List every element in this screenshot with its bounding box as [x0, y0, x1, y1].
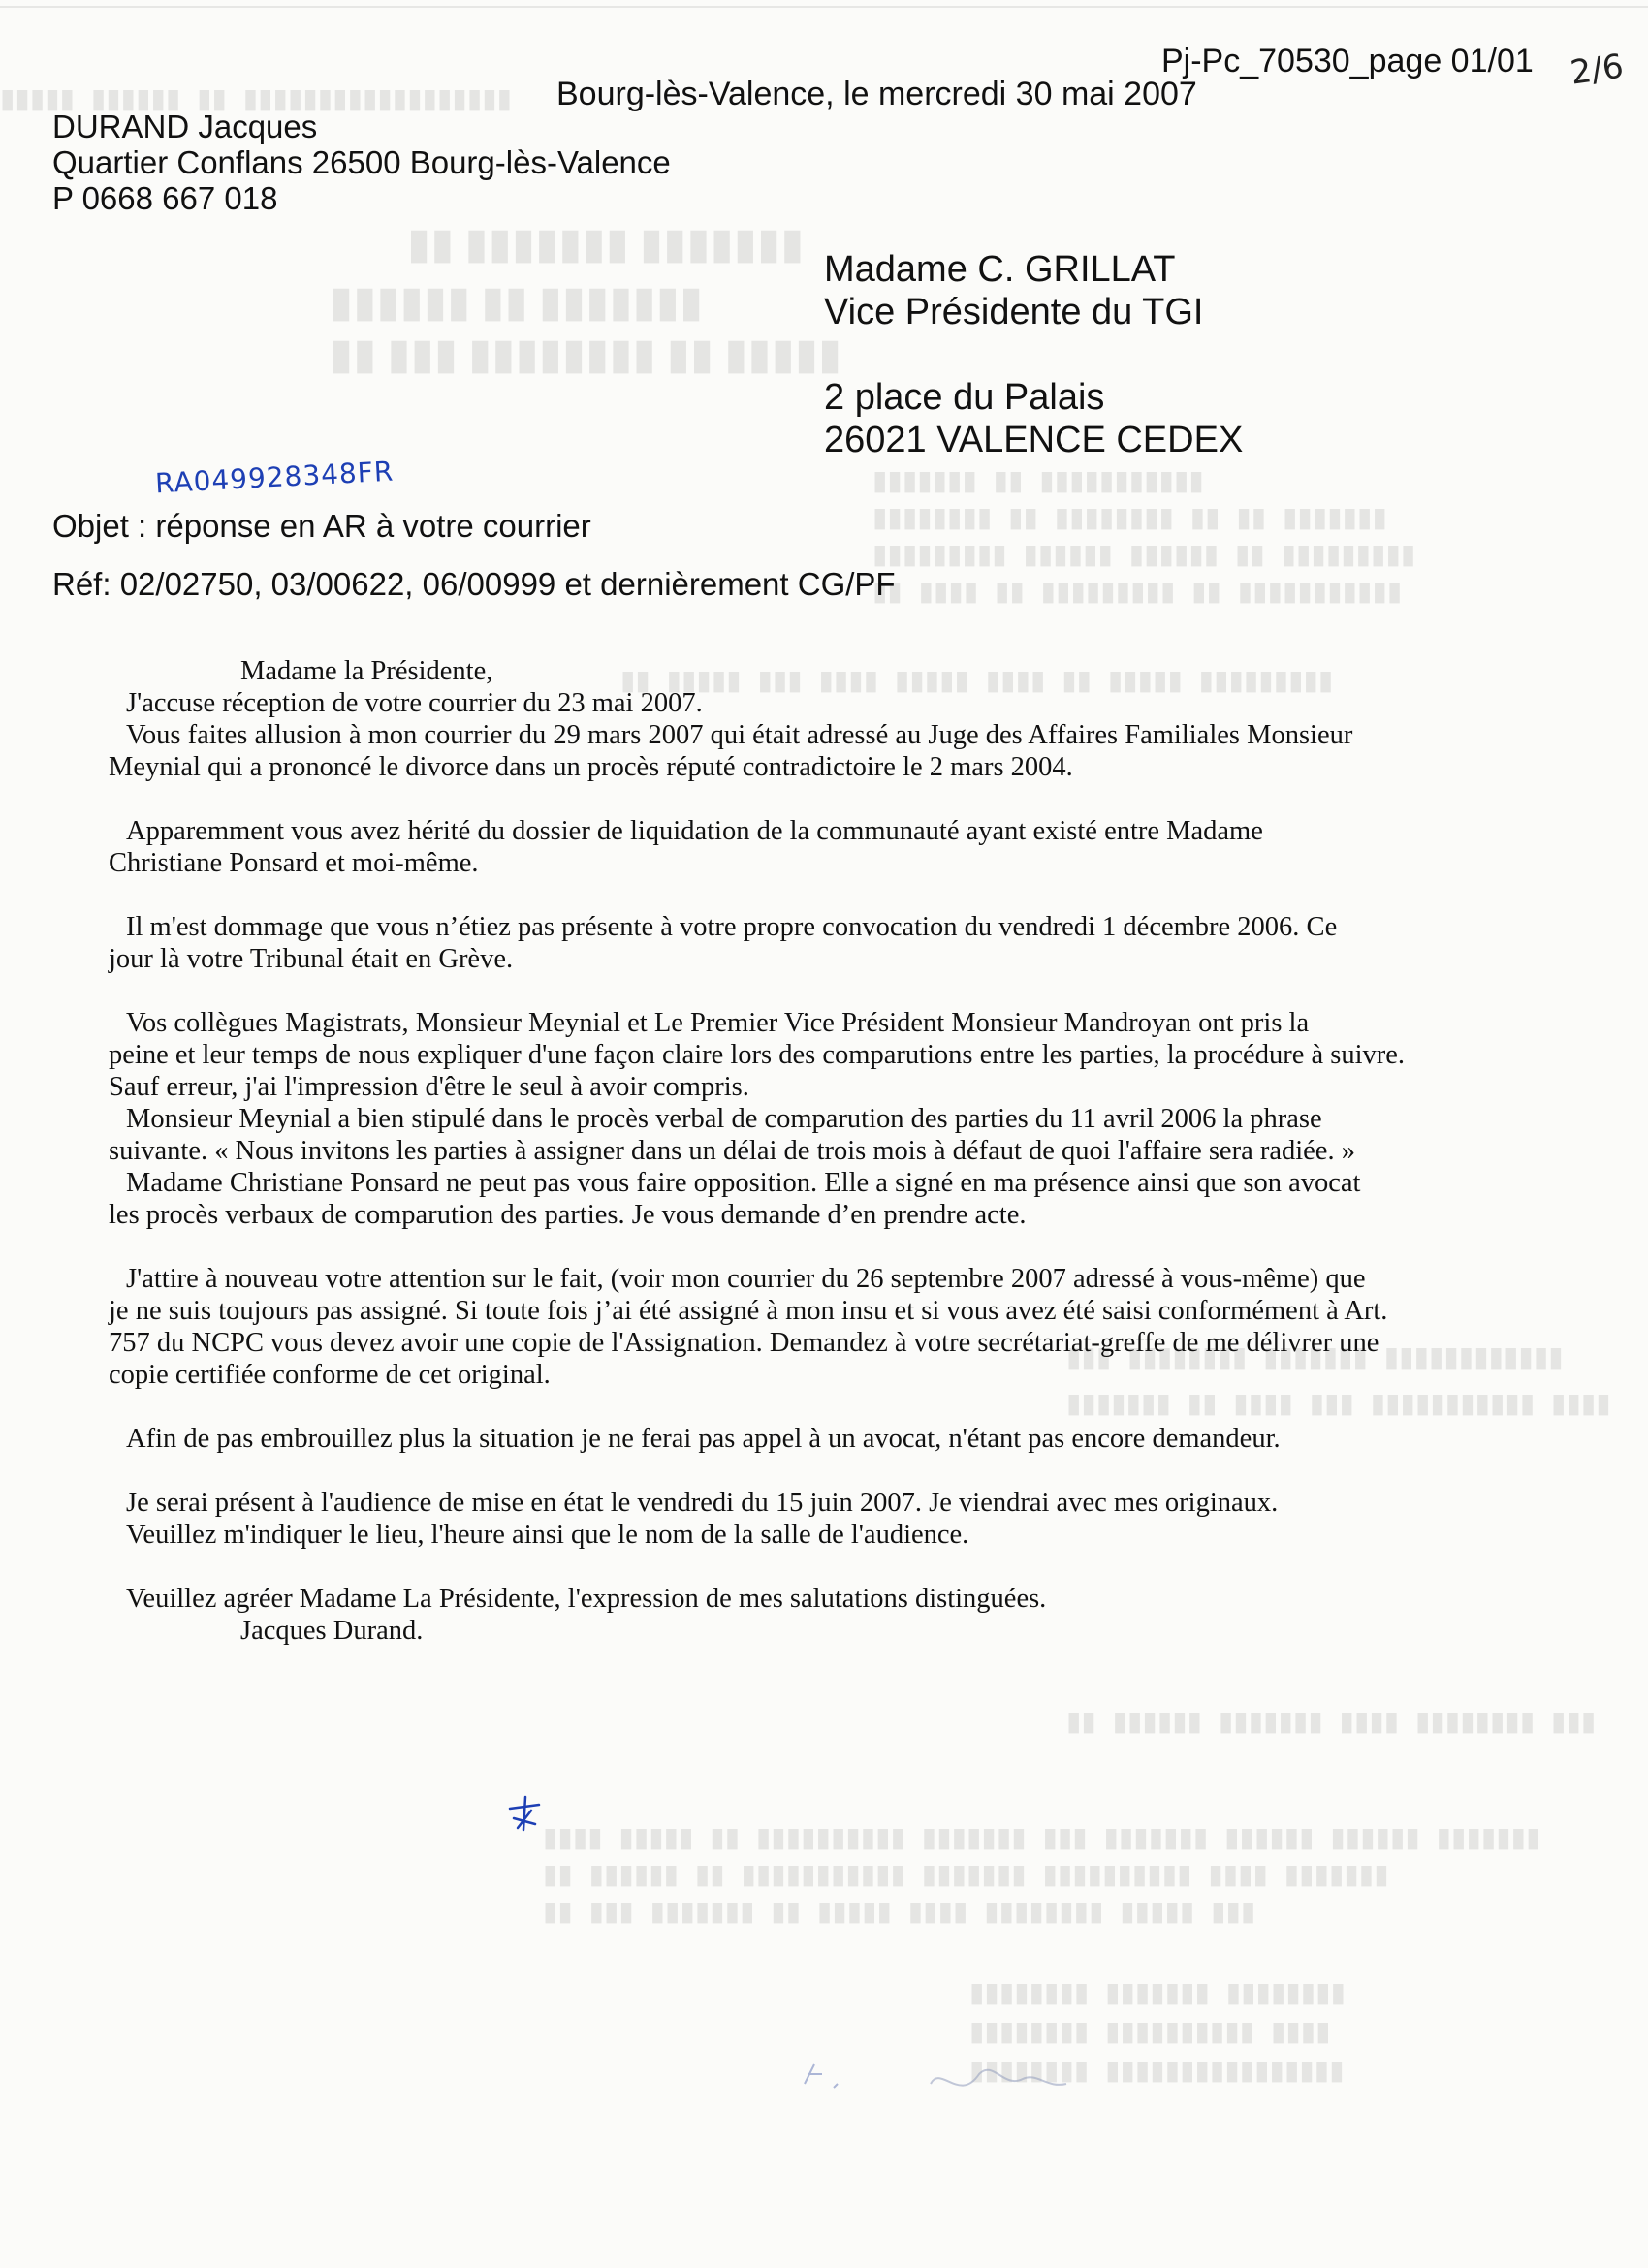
handwritten-tracking-number: RA049928348FR	[154, 455, 396, 500]
bleed-through: ▮▮▮▮▮▮▮▮ ▮▮▮▮▮▮▮ ▮▮▮▮▮▮▮▮	[969, 1980, 1346, 2010]
paragraph-5-line: peine et leur temps de nous expliquer d'une façon claire lors des comparutions entre les parties, la procédure à suivre.	[109, 1040, 1406, 1070]
recipient-name: Madame C. GRILLAT	[824, 249, 1176, 290]
bleed-through: ▮▮▮▮▮▮▮▮ ▮▮ ▮▮▮▮▮▮▮▮ ▮▮ ▮▮ ▮▮▮▮▮▮▮	[872, 505, 1387, 535]
bleed-through: ▮▮▮▮▮▮▮▮ ▮▮▮▮▮▮▮▮▮▮ ▮▮▮▮	[969, 2019, 1331, 2049]
scan-edge-line	[0, 6, 1648, 8]
handwritten-initials-mark	[506, 1795, 545, 1843]
paragraph-4-line: jour là votre Tribunal était en Grève.	[109, 944, 514, 974]
paragraph-5-line: Sauf erreur, j'ai l'impression d'être le seul à avoir compris.	[109, 1072, 749, 1102]
spacer	[109, 1391, 1582, 1423]
paragraph-5-line: Vos collègues Magistrats, Monsieur Meynial et Le Premier Vice Président Monsieur Mandroyan ont pris la	[126, 1008, 1310, 1038]
signature-name: Jacques Durand.	[240, 1616, 424, 1646]
bleed-through: ▮▮▮▮▮▮ ▮▮ ▮▮▮▮▮▮▮	[330, 278, 704, 326]
initials-mark-icon	[506, 1795, 545, 1834]
paragraph-10-line: Je serai présent à l'audience de mise en état le vendredi du 15 juin 2007. Je viendrai avec mes originaux.	[126, 1488, 1279, 1518]
bleed-through: ▮▮ ▮▮▮ ▮▮▮▮▮▮▮▮ ▮▮ ▮▮▮▮▮	[330, 331, 842, 378]
date-line: Bourg-lès-Valence, le mercredi 30 mai 2007	[556, 76, 1197, 112]
recipient-title: Vice Présidente du TGI	[824, 292, 1204, 332]
paragraph-2-line: Vous faites allusion à mon courrier du 29 mars 2007 qui était adressé au Juge des Affaires Familiales Monsieur	[126, 720, 1353, 750]
spacer	[109, 1455, 1582, 1487]
paragraph-3-line: Apparemment vous avez hérité du dossier de liquidation de la communauté ayant existé entre Madame	[126, 816, 1263, 846]
paragraph-6-line: suivante. « Nous invitons les parties à assigner dans un délai de trois mois à défaut de quoi l'affaire sera radiée. »	[109, 1136, 1355, 1166]
closing-formula: Veuillez agréer Madame La Présidente, l'expression de mes salutations distinguées.	[126, 1584, 1047, 1614]
paragraph-7-line: les procès verbaux de comparution des parties. Je vous demande d’en prendre acte.	[109, 1200, 1027, 1230]
bleed-through: ▮▮▮▮▮▮▮ ▮▮ ▮▮▮▮ ▮▮▮ ▮▮▮▮▮▮▮▮▮▮▮ ▮▮▮▮	[1066, 1391, 1611, 1421]
bleed-through: ▮▮▮▮ ▮▮▮▮▮ ▮▮ ▮▮▮▮▮▮▮▮▮▮ ▮▮▮▮▮▮▮ ▮▮▮ ▮▮▮▮▮▮▮ ▮▮▮▮▮▮ ▮▮▮▮▮▮ ▮▮▮▮▮▮▮	[543, 1825, 1541, 1855]
bleed-through: ▮▮▮▮▮▮▮▮ ▮▮▮▮▮▮▮▮▮▮▮▮▮▮▮▮	[969, 2058, 1345, 2088]
recipient-street: 2 place du Palais	[824, 377, 1105, 418]
paragraph-8-line: je ne suis toujours pas assigné. Si toute fois j’ai été assigné à mon insu et si vous avez été saisi conformément à Art.	[109, 1296, 1388, 1326]
object-line: Objet : réponse en AR à votre courrier	[52, 508, 591, 544]
references-line: Réf: 02/02750, 03/00622, 06/00999 et dernièrement CG/PF	[52, 566, 896, 602]
paragraph-7-line: Madame Christiane Ponsard ne peut pas vous faire opposition. Elle a signé en ma présence ainsi que son avocat	[126, 1168, 1361, 1198]
recipient-block	[824, 248, 1243, 461]
pencil-scribble-icon	[795, 2045, 1105, 2123]
paragraph-6-line: Monsieur Meynial a bien stipulé dans le procès verbal de comparution des parties du 11 avril 2006 la phrase	[126, 1104, 1322, 1134]
bleed-through: ▮▮ ▮▮▮▮▮▮ ▮▮▮▮▮▮▮ ▮▮▮▮ ▮▮▮▮▮▮▮▮ ▮▮▮	[1066, 1709, 1597, 1739]
spacer	[109, 879, 1582, 911]
handwritten-page-mark: 2/6	[1568, 47, 1627, 93]
letter-body	[109, 655, 1582, 1647]
paragraph-10-line: Veuillez m'indiquer le lieu, l'heure ainsi que le nom de la salle de l'audience.	[126, 1520, 969, 1550]
recipient-city: 26021 VALENCE CEDEX	[824, 420, 1244, 460]
paragraph-8-line: J'attire à nouveau votre attention sur le fait, (voir mon courrier du 26 septembre 2007 adressé à vous-même) que	[126, 1264, 1366, 1294]
bleed-through: ▮▮ ▮▮▮▮▮▮ ▮▮ ▮▮▮▮▮▮▮▮▮▮▮ ▮▮▮▮▮▮▮ ▮▮▮▮▮▮▮▮▮▮ ▮▮▮▮ ▮▮▮▮▮▮▮	[543, 1862, 1389, 1892]
bleed-through: ▮▮ ▮▮▮ ▮▮▮▮▮▮▮ ▮▮ ▮▮▮▮▮ ▮▮▮▮ ▮▮▮▮▮▮▮▮ ▮▮▮▮▮ ▮▮▮	[543, 1899, 1256, 1929]
sender-block	[52, 109, 671, 216]
bleed-through: ▮▮▮▮▮ ▮▮▮▮▮▮ ▮▮ ▮▮▮▮▮▮▮▮▮▮▮▮▮▮▮▮▮▮	[0, 86, 513, 116]
bleed-through: ▮▮▮▮▮▮▮ ▮▮ ▮▮▮▮▮▮▮▮▮▮▮	[872, 468, 1204, 498]
bleed-through: ▮▮▮▮▮▮▮▮▮ ▮▮▮▮▮▮ ▮▮▮▮▮▮ ▮▮ ▮▮▮▮▮▮▮▮▮	[872, 542, 1416, 572]
spacer	[109, 783, 1582, 815]
paragraph-9: Afin de pas embrouillez plus la situation je ne ferai pas appel à un avocat, n'étant pas encore demandeur.	[126, 1424, 1281, 1454]
salutation: Madame la Présidente,	[240, 656, 493, 686]
paragraph-1: J'accuse réception de votre courrier du 23 mai 2007.	[126, 688, 703, 718]
sender-address: Quartier Conflans 26500 Bourg-lès-Valence	[52, 144, 671, 180]
spacer	[109, 1231, 1582, 1263]
spacer	[109, 975, 1582, 1007]
bleed-through: ▮▮ ▮▮▮▮ ▮▮ ▮▮▮▮▮▮▮▮▮ ▮▮ ▮▮▮▮▮▮▮▮▮▮▮	[872, 579, 1403, 609]
bleed-through: ▮▮ ▮▮▮▮▮ ▮▮▮ ▮▮▮▮ ▮▮▮▮▮ ▮▮▮▮ ▮▮ ▮▮▮▮▮ ▮▮▮▮▮▮▮▮▮	[620, 668, 1334, 698]
document-reference: Pj-Pc_70530_page 01/01	[1161, 43, 1534, 79]
spacer	[109, 1551, 1582, 1583]
bleed-through: ▮▮ ▮▮▮▮▮▮▮ ▮▮▮▮▮▮▮	[407, 220, 805, 268]
paragraph-2-line: Meynial qui a prononcé le divorce dans un procès réputé contradictoire le 2 mars 2004.	[109, 752, 1073, 782]
paragraph-8-line: copie certifiée conforme de cet original.	[109, 1360, 551, 1390]
bleed-through: ▮▮▮ ▮▮▮▮▮▮▮▮ ▮▮▮▮▮▮▮ ▮▮▮▮▮▮▮▮▮▮▮▮	[1066, 1344, 1564, 1374]
paragraph-4-line: Il m'est dommage que vous n’étiez pas présente à votre propre convocation du vendredi 1 décembre 2006. Ce	[126, 912, 1338, 942]
paragraph-8-line: 757 du NCPC vous devez avoir une copie de l'Assignation. Demandez à votre secrétariat-greffe de me délivrer une	[109, 1328, 1379, 1358]
sender-phone: P 0668 667 018	[52, 180, 278, 216]
sender-name: DURAND Jacques	[52, 109, 318, 144]
paragraph-3-line: Christiane Ponsard et moi-même.	[109, 848, 479, 878]
recipient-gap	[824, 333, 1243, 376]
